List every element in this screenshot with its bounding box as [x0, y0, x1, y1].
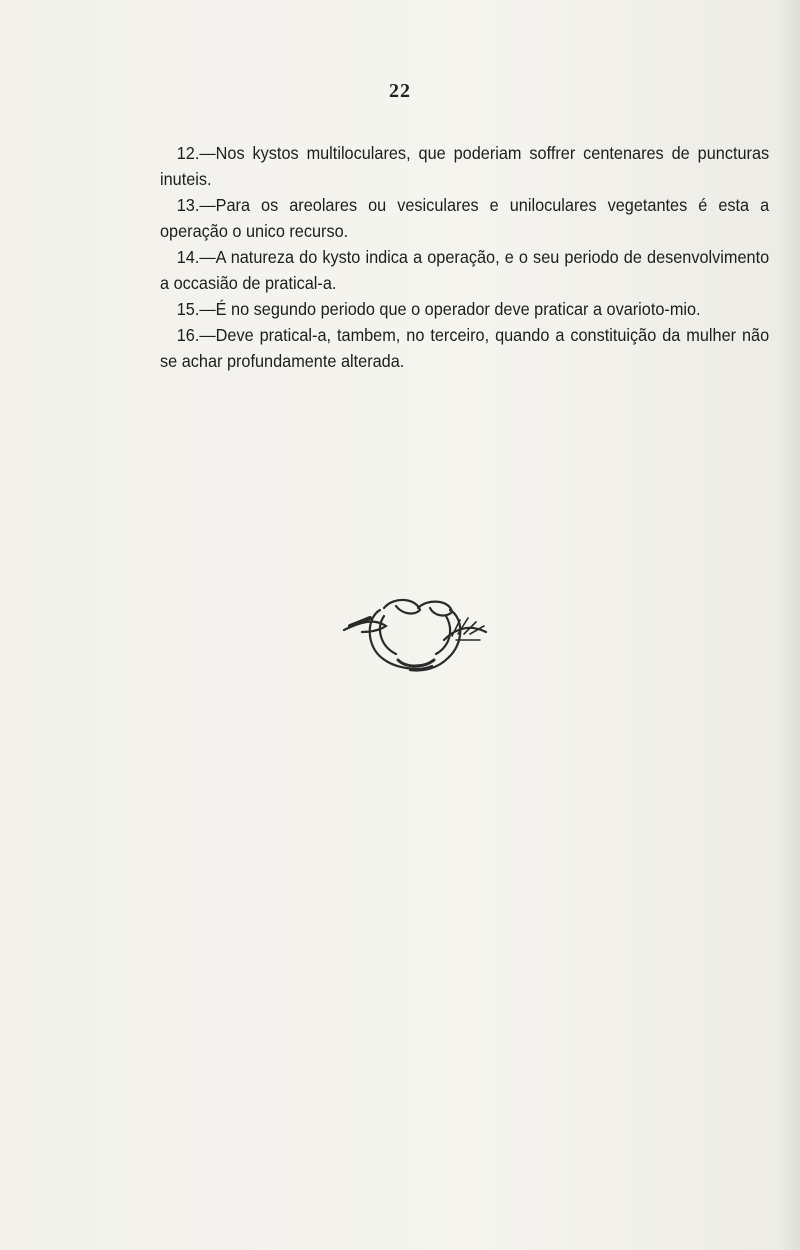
decorative-flourish-icon [340, 596, 490, 688]
paragraph-15: 15.—É no segundo periodo que o operador deve praticar a ovarioto-mio. [176, 299, 701, 319]
paragraph-12: 12.—Nos kystos multiloculares, que poderiam soffrer centenares de puncturas inuteis. [160, 143, 770, 189]
paragraph-16: 16.—Deve pratical-a, tambem, no terceiro, quando a constituição da mulher não se achar profundamente alterada. [160, 325, 770, 371]
body-text [160, 140, 769, 374]
paragraph-13: 13.—Para os areolares ou vesiculares e uniloculares vegetantes é esta a operação o unico recurso. [160, 195, 770, 241]
page-number: 22 [389, 80, 411, 102]
page-edge-shadow [778, 0, 800, 1250]
paragraph-14: 14.—A natureza do kysto indica a operação, e o seu periodo de desenvolvimento a occasião de pratical-a. [160, 247, 770, 293]
